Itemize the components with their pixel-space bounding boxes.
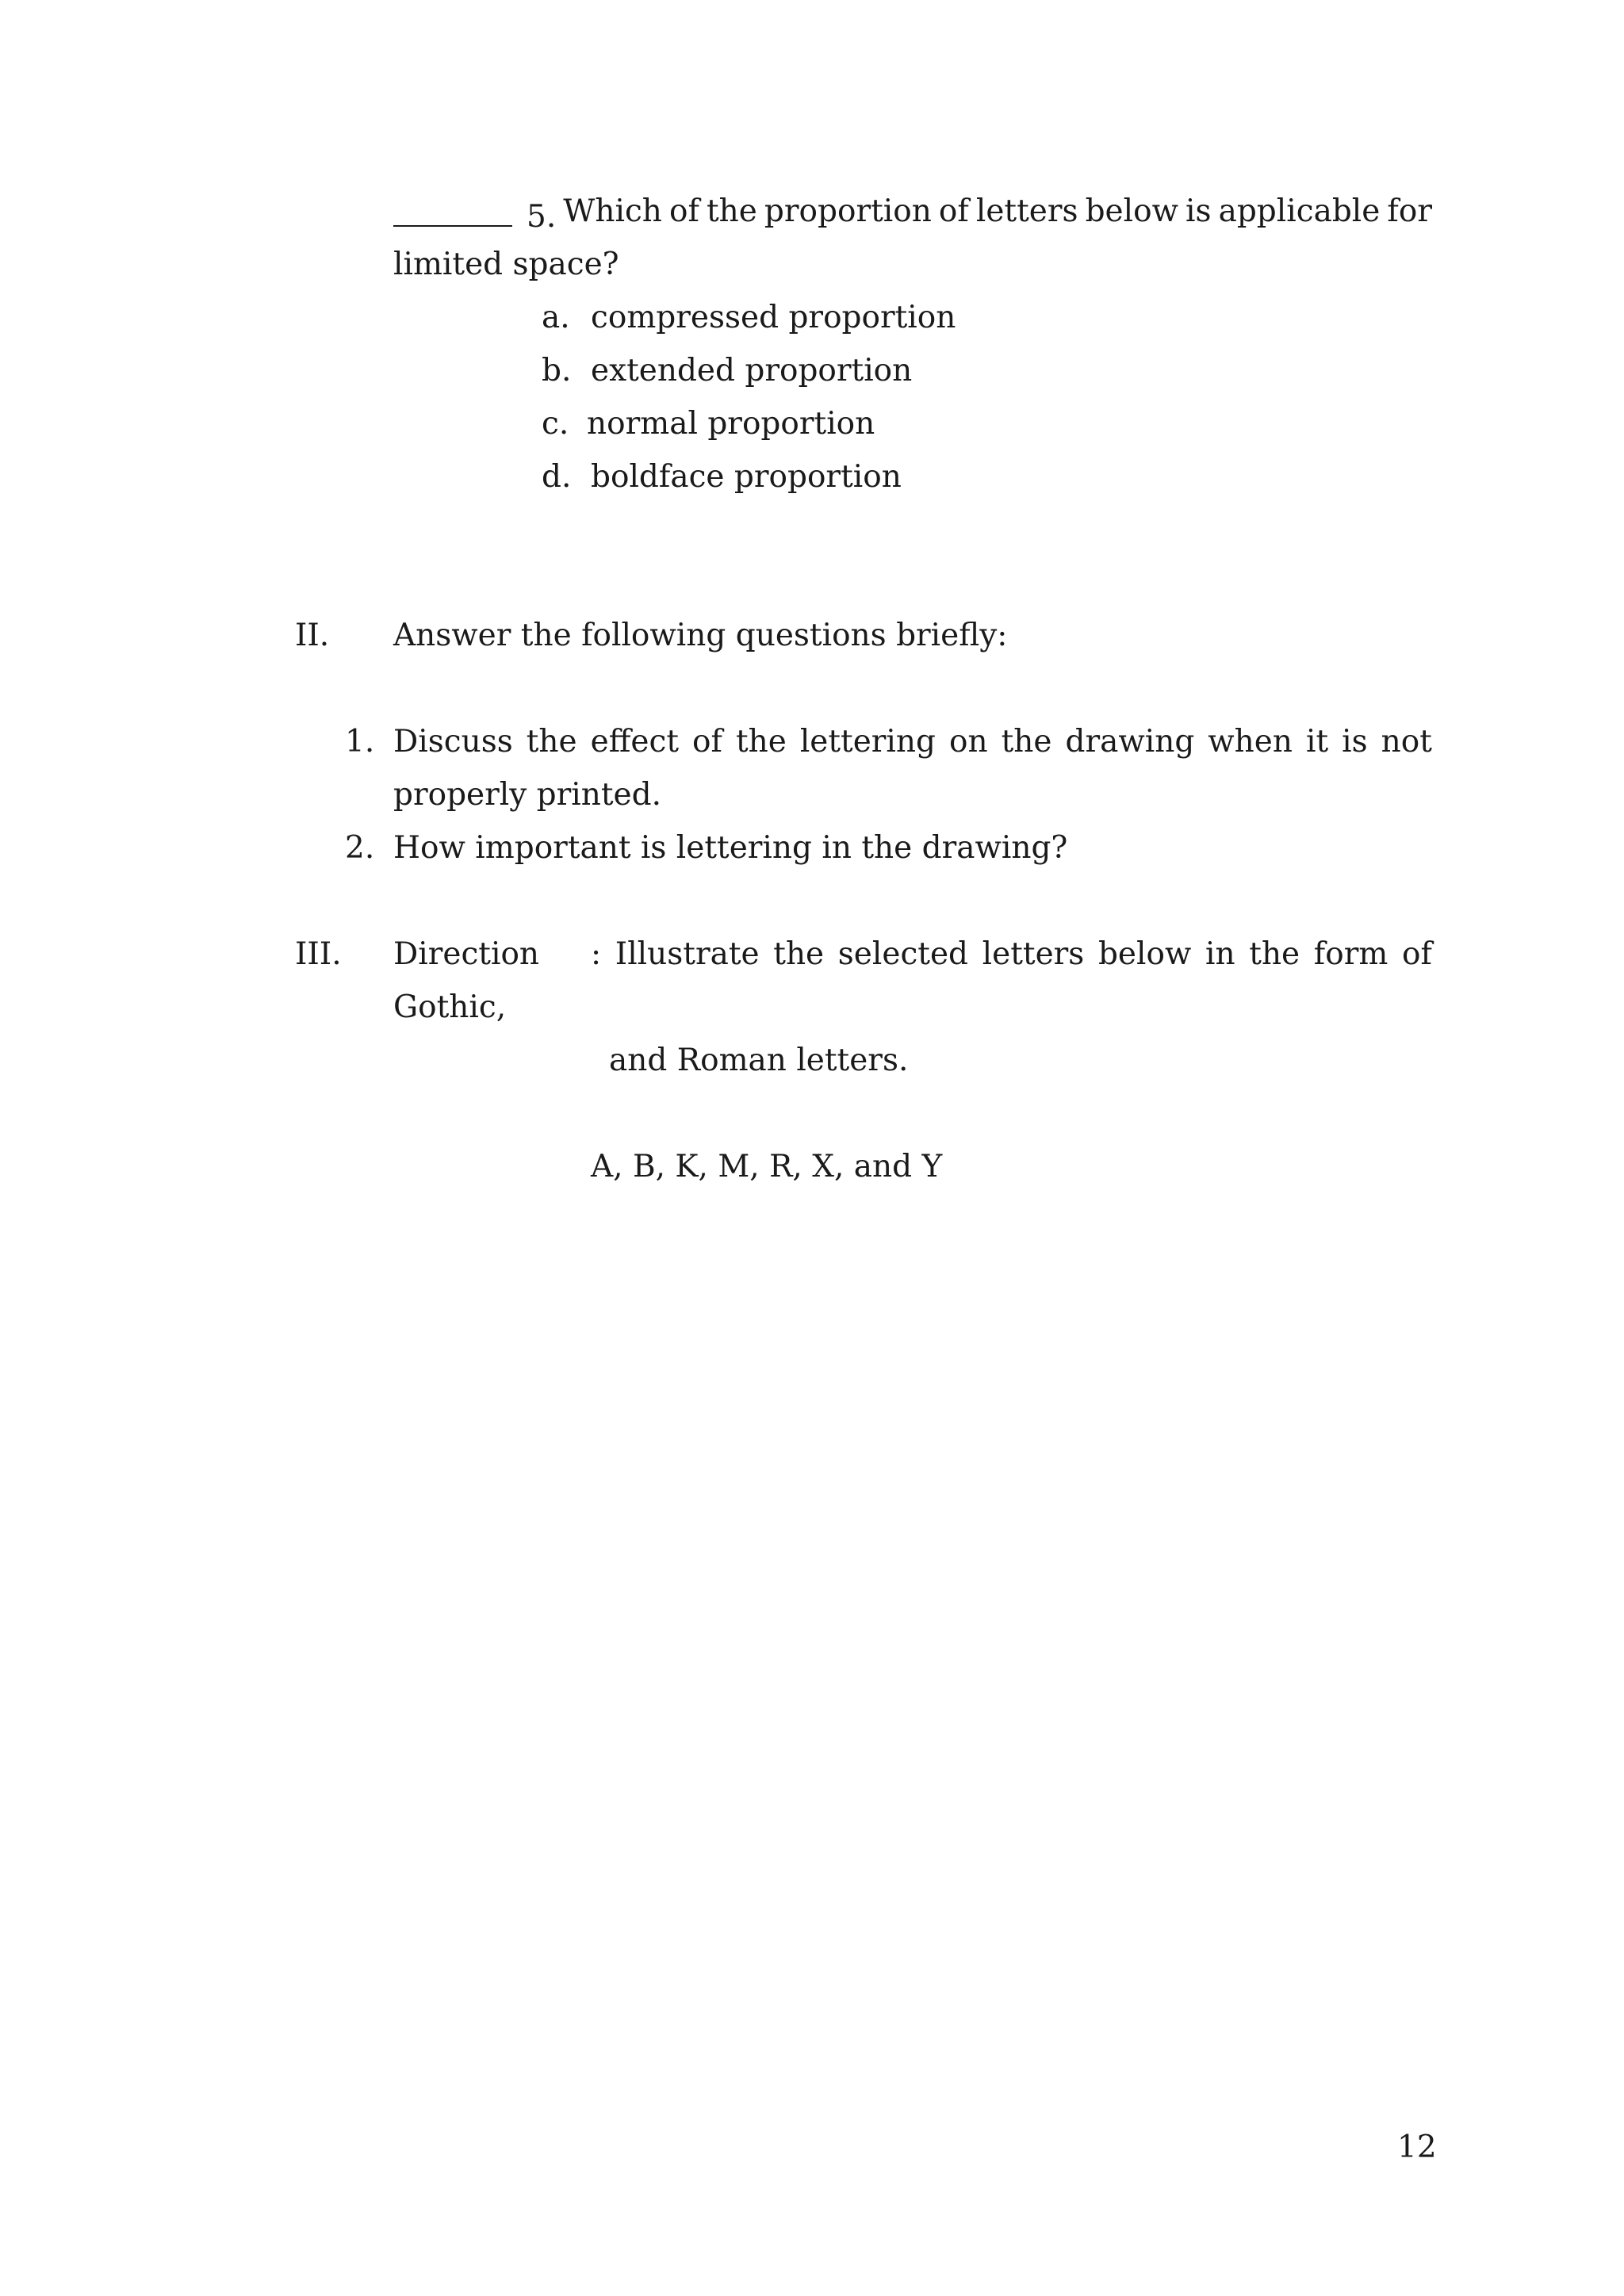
choice-text-a: compressed proportion	[591, 300, 956, 335]
item1-word: drawing	[1065, 724, 1195, 760]
page-number: 12	[1397, 2130, 1437, 2165]
item1-word: the	[1001, 724, 1052, 760]
choice-text-c: normal proportion	[587, 406, 875, 442]
direction-word: below	[1097, 936, 1192, 972]
choice-text-b: extended proportion	[591, 353, 913, 388]
question-number: 5.	[527, 199, 557, 235]
item1-word: the	[526, 724, 577, 760]
item1-word: effect	[590, 724, 680, 760]
answer-blank[interactable]	[393, 193, 556, 235]
q5-word: the	[706, 193, 757, 229]
part-ii-item-1-line-1	[393, 724, 1432, 760]
direction-word: the	[773, 936, 825, 972]
direction-word: of	[1402, 936, 1432, 972]
q5-word: letters	[975, 193, 1078, 229]
q5-word: below	[1085, 193, 1178, 229]
item1-word: it	[1306, 724, 1329, 760]
part-ii-item-1-line-2: properly printed.	[393, 777, 661, 813]
item1-word: on	[949, 724, 988, 760]
item1-word: lettering	[799, 724, 936, 760]
q5-word: of	[668, 193, 699, 229]
item1-word: not	[1381, 724, 1432, 760]
item1-word: Discuss	[393, 724, 513, 760]
q5-word: proportion	[764, 193, 932, 229]
part-iii-line-3: and Roman letters.	[609, 1043, 909, 1078]
q5-word: applicable	[1218, 193, 1381, 229]
part-iii-line-1	[591, 936, 1432, 972]
choice-letter-c: c.	[542, 406, 569, 442]
q5-word: of	[938, 193, 969, 229]
q5-word: is	[1185, 193, 1212, 229]
question-5-line-1	[393, 193, 1432, 235]
direction-word: selected	[837, 936, 969, 972]
part-ii-item-1-number: 1.	[345, 724, 375, 760]
direction-word: the	[1249, 936, 1300, 972]
part-ii-item-2-text: How important is lettering in the drawing?	[393, 830, 1068, 866]
part-iii-numeral: III.	[295, 936, 342, 972]
q5-word: Which	[563, 193, 662, 229]
direction-word: form	[1313, 936, 1388, 972]
part-iii-label: Direction	[393, 936, 540, 972]
item1-word: is	[1342, 724, 1368, 760]
choice-letter-a: a.	[542, 300, 570, 335]
answer-blank-line[interactable]	[393, 193, 512, 227]
choice-letter-d: d.	[542, 459, 572, 495]
choice-text-d: boldface proportion	[591, 459, 902, 495]
question-5-line-2: limited space?	[393, 247, 619, 282]
direction-word: :	[591, 936, 602, 972]
q5-word: for	[1387, 193, 1432, 229]
choice-letter-b: b.	[542, 353, 572, 388]
item1-word: of	[692, 724, 722, 760]
part-ii-numeral: II.	[295, 618, 330, 653]
direction-word: in	[1205, 936, 1235, 972]
direction-word: letters	[982, 936, 1085, 972]
item1-word: the	[735, 724, 787, 760]
direction-word: Illustrate	[615, 936, 760, 972]
item1-word: when	[1208, 724, 1293, 760]
part-ii-item-2-number: 2.	[345, 830, 375, 866]
part-ii-instruction: Answer the following questions briefly:	[393, 618, 1008, 653]
part-iii-line-2: Gothic,	[393, 989, 507, 1025]
selected-letters: A, B, K, M, R, X, and Y	[591, 1149, 943, 1184]
